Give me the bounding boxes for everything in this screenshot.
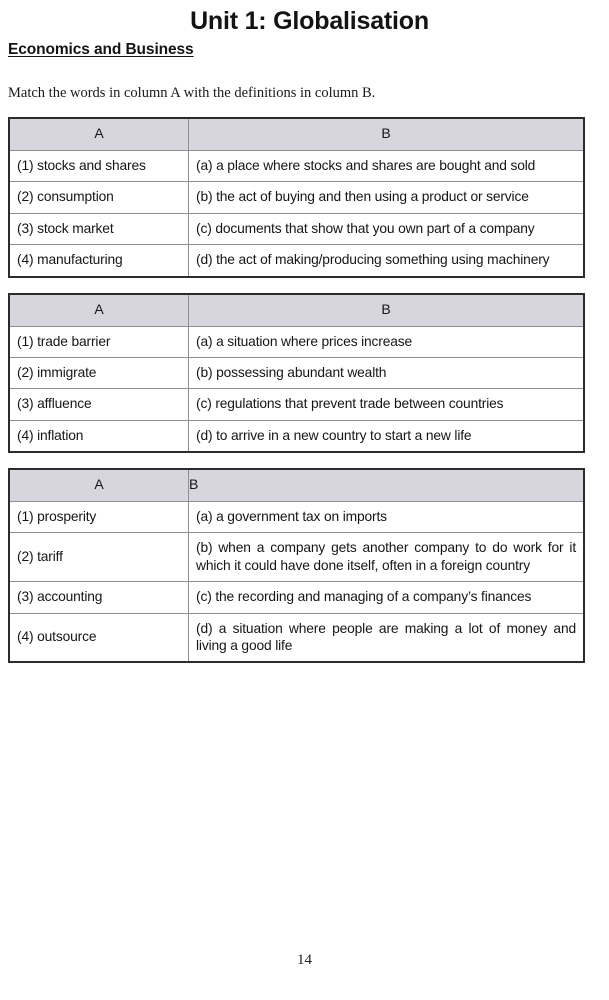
term-cell: (2) tariff [9,533,189,582]
definition-cell: (c) regulations that prevent trade between countries [189,389,585,420]
table-row [9,213,584,244]
table-row [9,533,584,582]
definition-cell: (a) a place where stocks and shares are bought and sold [189,151,585,182]
term-cell: (4) manufacturing [9,245,189,277]
table-row [9,151,584,182]
definition-cell: (b) when a company gets another company to do work for it which it could have done itself, often in a foreign country [189,533,585,582]
definition-cell: (d) a situation where people are making a lot of money and living a good life [189,613,585,662]
table-header-row [9,118,584,151]
table-row [9,613,584,662]
term-cell: (4) inflation [9,420,189,452]
section-heading: Economics and Business [8,41,194,58]
definition-cell: (c) documents that show that you own part of a company [189,213,585,244]
term-cell: (4) outsource [9,613,189,662]
term-cell: (3) stock market [9,213,189,244]
column-header-b: B [189,294,585,327]
term-cell: (2) immigrate [9,357,189,388]
table-row [9,357,584,388]
definition-cell: (b) the act of buying and then using a product or service [189,182,585,213]
definition-cell: (d) to arrive in a new country to start a new life [189,420,585,452]
term-cell: (1) stocks and shares [9,151,189,182]
matching-table-1 [8,117,585,278]
column-header-b: B [189,118,585,151]
matching-table-2 [8,293,585,454]
term-cell: (3) affluence [9,389,189,420]
definition-cell: (b) possessing abundant wealth [189,357,585,388]
term-cell: (2) consumption [9,182,189,213]
definition-cell: (a) a situation where prices increase [189,326,585,357]
definition-cell: (a) a government tax on imports [189,502,585,533]
column-header-b: B [189,469,585,502]
column-header-a: A [9,469,189,502]
column-header-a: A [9,118,189,151]
table-header-row [9,469,584,502]
column-header-a: A [9,294,189,327]
table-row [9,245,584,277]
page-title: Unit 1: Globalisation [190,7,429,35]
table-row [9,420,584,452]
table-row [9,389,584,420]
matching-table-3 [8,468,585,663]
definition-cell: (c) the recording and managing of a company’s finances [189,582,585,613]
table-row [9,182,584,213]
table-header-row [9,294,584,327]
table-row [9,582,584,613]
instruction-text: Match the words in column A with the definitions in column B. [8,85,376,101]
term-cell: (1) prosperity [9,502,189,533]
definition-cell: (d) the act of making/producing something using machinery [189,245,585,277]
table-row [9,502,584,533]
term-cell: (1) trade barrier [9,326,189,357]
page-number: 14 [297,952,312,968]
table-row [9,326,584,357]
term-cell: (3) accounting [9,582,189,613]
